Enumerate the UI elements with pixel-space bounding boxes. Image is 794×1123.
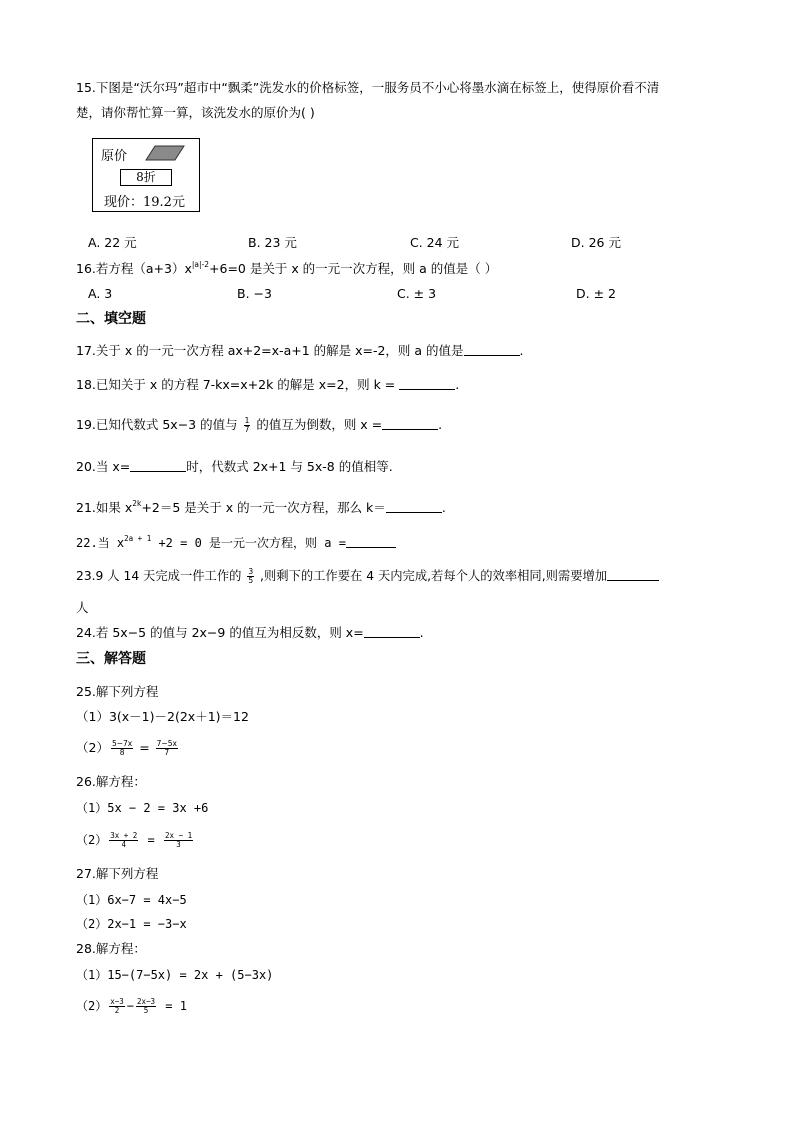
q27-part-1: （1）6x−7 = 4x−5 xyxy=(76,893,187,907)
q26-part-1: （1）5x − 2 = 3x +6 xyxy=(76,801,209,815)
q25-fraction-left xyxy=(111,740,133,757)
q28-right-numerator: 2x−3 xyxy=(137,997,156,1006)
price-tag-original-label: 原价 xyxy=(101,149,128,164)
q15-option-b: B. 23 元 xyxy=(248,235,297,250)
q28-right-denominator: 5 xyxy=(143,1006,149,1015)
q17-tail: . xyxy=(519,343,524,358)
q26-equals: = xyxy=(140,833,163,847)
q25-right-numerator: 7−5x xyxy=(156,739,177,748)
q18-text: 18.已知关于 x 的方程 7-kx=x+2k 的解是 x=2，则 k = xyxy=(76,377,400,392)
q15-option-a: A. 22 元 xyxy=(88,235,137,250)
q23-fraction-numerator: 3 xyxy=(248,567,254,576)
q16-suffix: +6=0 是关于 x 的一元一次方程，则 a 的值是（ ） xyxy=(209,261,498,276)
q17 xyxy=(76,343,524,359)
q25-right-denominator: 7 xyxy=(164,748,170,757)
q20-pre: 20.当 x= xyxy=(76,459,131,474)
q16-prefix: 16.若方程（a+3）x xyxy=(76,261,192,276)
q18-tail: . xyxy=(455,377,460,392)
q28-minus: − xyxy=(126,999,135,1013)
q26-left-denominator: 4 xyxy=(121,840,127,849)
q15-option-d: D. 26 元 xyxy=(571,235,621,250)
q21-post: +2＝5 是关于 x 的一元一次方程，那么 k＝ xyxy=(141,500,386,515)
q28-part-2 xyxy=(76,998,187,1015)
q26-title: 26.解方程： xyxy=(76,774,146,789)
q20 xyxy=(76,459,393,475)
q19-fraction xyxy=(244,417,251,434)
q19 xyxy=(76,417,442,434)
q23-post: ,则剩下的工作要在 4 天内完成,若每个人的效率相同,则需要增加 xyxy=(256,569,608,583)
q26-fraction-right xyxy=(164,832,193,849)
q19-tail: . xyxy=(438,417,443,432)
q19-fraction-denominator: 7 xyxy=(244,425,250,434)
section-fill-in-heading: 二、填空题 xyxy=(76,311,146,327)
q26-fraction-left xyxy=(109,832,138,849)
q24-answer-blank xyxy=(364,625,420,638)
q21-answer-blank xyxy=(386,500,442,513)
q17-text: 17.关于 x 的一元一次方程 ax+2=x-a+1 的解是 x=-2，则 a 的值是 xyxy=(76,343,464,358)
q18-answer-blank xyxy=(399,377,455,390)
q16-option-c: C. ± 3 xyxy=(397,286,437,301)
q28-fraction-left xyxy=(109,998,125,1015)
q18 xyxy=(76,377,459,393)
q21-exponent: 2k xyxy=(132,499,142,508)
q19-fraction-numerator: 1 xyxy=(244,416,250,425)
q28-part-2-label: （2） xyxy=(76,999,108,1013)
ink-blot-icon xyxy=(145,145,185,161)
section-solve-heading: 三、解答题 xyxy=(76,651,146,667)
q22-pre: 22.当 x xyxy=(76,536,125,550)
q20-answer-blank xyxy=(130,459,186,472)
q16-option-a: A. 3 xyxy=(88,286,113,301)
q15-option-c: C. 24 元 xyxy=(410,235,460,250)
q15-line-2: 楚，请你帮忙算一算，该洗发水的原价为( ) xyxy=(76,105,315,120)
q26-left-numerator: 3x + 2 xyxy=(110,831,138,840)
q28-fraction-right xyxy=(136,998,156,1015)
q28-title: 28.解方程： xyxy=(76,941,146,956)
price-tag-current-price: 现价：19.2元 xyxy=(104,195,185,210)
q17-answer-blank xyxy=(464,343,520,356)
q25-part-2 xyxy=(76,740,180,757)
q26-part-2 xyxy=(76,832,195,849)
q28-part-1: （1）15−(7−5x) = 2x + (5−3x) xyxy=(76,968,274,982)
q26-right-denominator: 3 xyxy=(176,840,181,849)
q22 xyxy=(76,535,396,551)
price-tag-discount: 8折 xyxy=(120,169,172,186)
q15-line-1: 15.下图是“沃尔玛”超市中“飘柔”洗发水的价格标签，一服务员不小心将墨水滴在标签上，使得原价看不清 xyxy=(76,80,660,95)
q24-text: 24.若 5x−5 的值与 2x−9 的值互为相反数，则 x= xyxy=(76,625,364,640)
q21 xyxy=(76,500,446,516)
q20-post: 时，代数式 2x+1 与 5x-8 的值相等. xyxy=(186,459,393,474)
q23-fraction xyxy=(247,568,254,585)
q25-part-1: （1）3(x－1)－2(2x＋1)＝12 xyxy=(76,709,249,724)
q25-part-2-label: （2） xyxy=(76,740,109,755)
q19-pre: 19.已知代数式 5x−3 的值与 xyxy=(76,417,242,432)
q26-right-numerator: 2x − 1 xyxy=(165,831,193,840)
q27-part-2: （2）2x−1 = −3−x xyxy=(76,917,187,931)
q28-left-denominator: 2 xyxy=(114,1006,120,1015)
q23-line-2: 人 xyxy=(76,600,89,615)
q22-exponent: 2a + 1 xyxy=(124,534,152,543)
q23-pre: 23.9 人 14 天完成一件工作的 xyxy=(76,569,246,583)
q25-equals: = xyxy=(135,740,154,755)
q25-fraction-right xyxy=(156,740,178,757)
q16-stem xyxy=(76,261,497,277)
q19-post: 的值互为倒数，则 x = xyxy=(252,417,383,432)
q21-pre: 21.如果 x xyxy=(76,500,133,515)
q27-title: 27.解下列方程 xyxy=(76,866,159,881)
q24 xyxy=(76,625,424,641)
q21-tail: . xyxy=(441,500,446,515)
q28-left-numerator: x−3 xyxy=(110,997,124,1006)
q22-answer-blank xyxy=(346,535,396,548)
q16-exponent: |a|-2 xyxy=(191,260,210,269)
q24-tail: . xyxy=(419,625,424,640)
q19-answer-blank xyxy=(382,417,438,430)
q22-post: +2 = 0 是一元一次方程，则 a = xyxy=(151,536,346,550)
q28-equals-one: = 1 xyxy=(158,999,187,1013)
q26-part-2-label: （2） xyxy=(76,833,108,847)
price-tag-figure xyxy=(92,138,200,212)
q23 xyxy=(76,568,659,585)
q25-title: 25.解下列方程 xyxy=(76,684,159,699)
q16-option-d: D. ± 2 xyxy=(576,286,616,301)
q25-left-denominator: 8 xyxy=(119,748,125,757)
q16-option-b: B. −3 xyxy=(237,286,272,301)
q25-left-numerator: 5−7x xyxy=(111,739,133,748)
q23-answer-blank xyxy=(607,568,659,581)
q23-fraction-denominator: 5 xyxy=(248,576,254,585)
